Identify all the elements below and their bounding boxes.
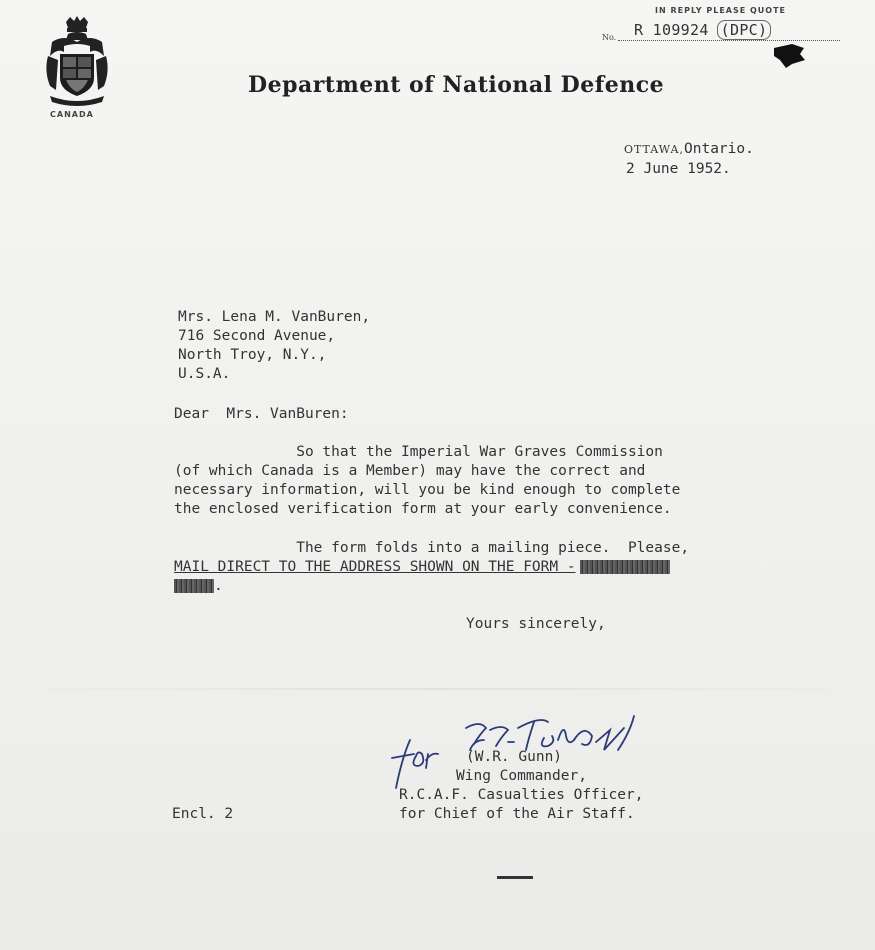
recipient-line-3: North Troy, N.Y., <box>178 347 327 363</box>
reply-number-dotted-line <box>618 40 840 41</box>
signatory-title: R.C.A.F. Casualties Officer, <box>399 787 644 803</box>
dateline-date: 2 June 1952. <box>626 161 731 177</box>
body-para1-line2: (of which Canada is a Member) may have the correct and <box>174 463 646 479</box>
signatory-for-line: for Chief of the Air Staff. <box>399 806 635 822</box>
crest-label: CANADA <box>50 110 94 119</box>
para2-end-period: . <box>214 578 223 594</box>
reference-number-value: R 109924 <box>634 21 709 39</box>
reference-suffix: (DPC) <box>717 20 772 40</box>
dateline-province: Ontario. <box>684 141 754 157</box>
enclosure-note: Encl. 2 <box>172 806 234 822</box>
typed-over-struck-text <box>580 560 670 574</box>
body-para1-line3: necessary information, will you be kind enough to complete <box>174 482 681 498</box>
canada-coat-of-arms-icon <box>44 16 110 110</box>
body-para2-line3 <box>174 577 223 597</box>
salutation: Dear Mrs. VanBuren: <box>174 406 349 422</box>
body-para1-line1: So that the Imperial War Graves Commission <box>174 444 663 460</box>
reply-quote-header: IN REPLY PLEASE QUOTE <box>655 6 787 15</box>
reference-number <box>634 20 771 40</box>
mail-direct-instruction: MAIL DIRECT TO THE ADDRESS SHOWN ON THE FORM - <box>174 559 576 575</box>
body-para1-line4: the enclosed verification form at your early convenience. <box>174 501 672 517</box>
body-para2-line1: The form folds into a mailing piece. Please, <box>174 540 690 556</box>
recipient-line-1: Mrs. Lena M. VanBuren, <box>178 309 371 325</box>
body-para2-line2 <box>174 558 670 578</box>
recipient-line-4: U.S.A. <box>178 366 231 382</box>
bottom-dash-mark <box>497 876 533 879</box>
signatory-name: (W.R. Gunn) <box>466 749 563 765</box>
department-title: Department of National Defence <box>248 72 665 98</box>
signatory-rank: Wing Commander, <box>456 768 587 784</box>
recipient-line-2: 716 Second Avenue, <box>178 328 336 344</box>
typed-over-struck-text-2 <box>174 579 214 593</box>
dateline-city: OTTAWA, <box>624 143 684 156</box>
reply-number-prefix: No. <box>602 33 617 42</box>
closing: Yours sincerely, <box>466 616 606 632</box>
ink-stamp-mark-icon <box>772 42 806 68</box>
paper-fold-line <box>0 688 875 690</box>
dateline-location <box>624 140 754 160</box>
